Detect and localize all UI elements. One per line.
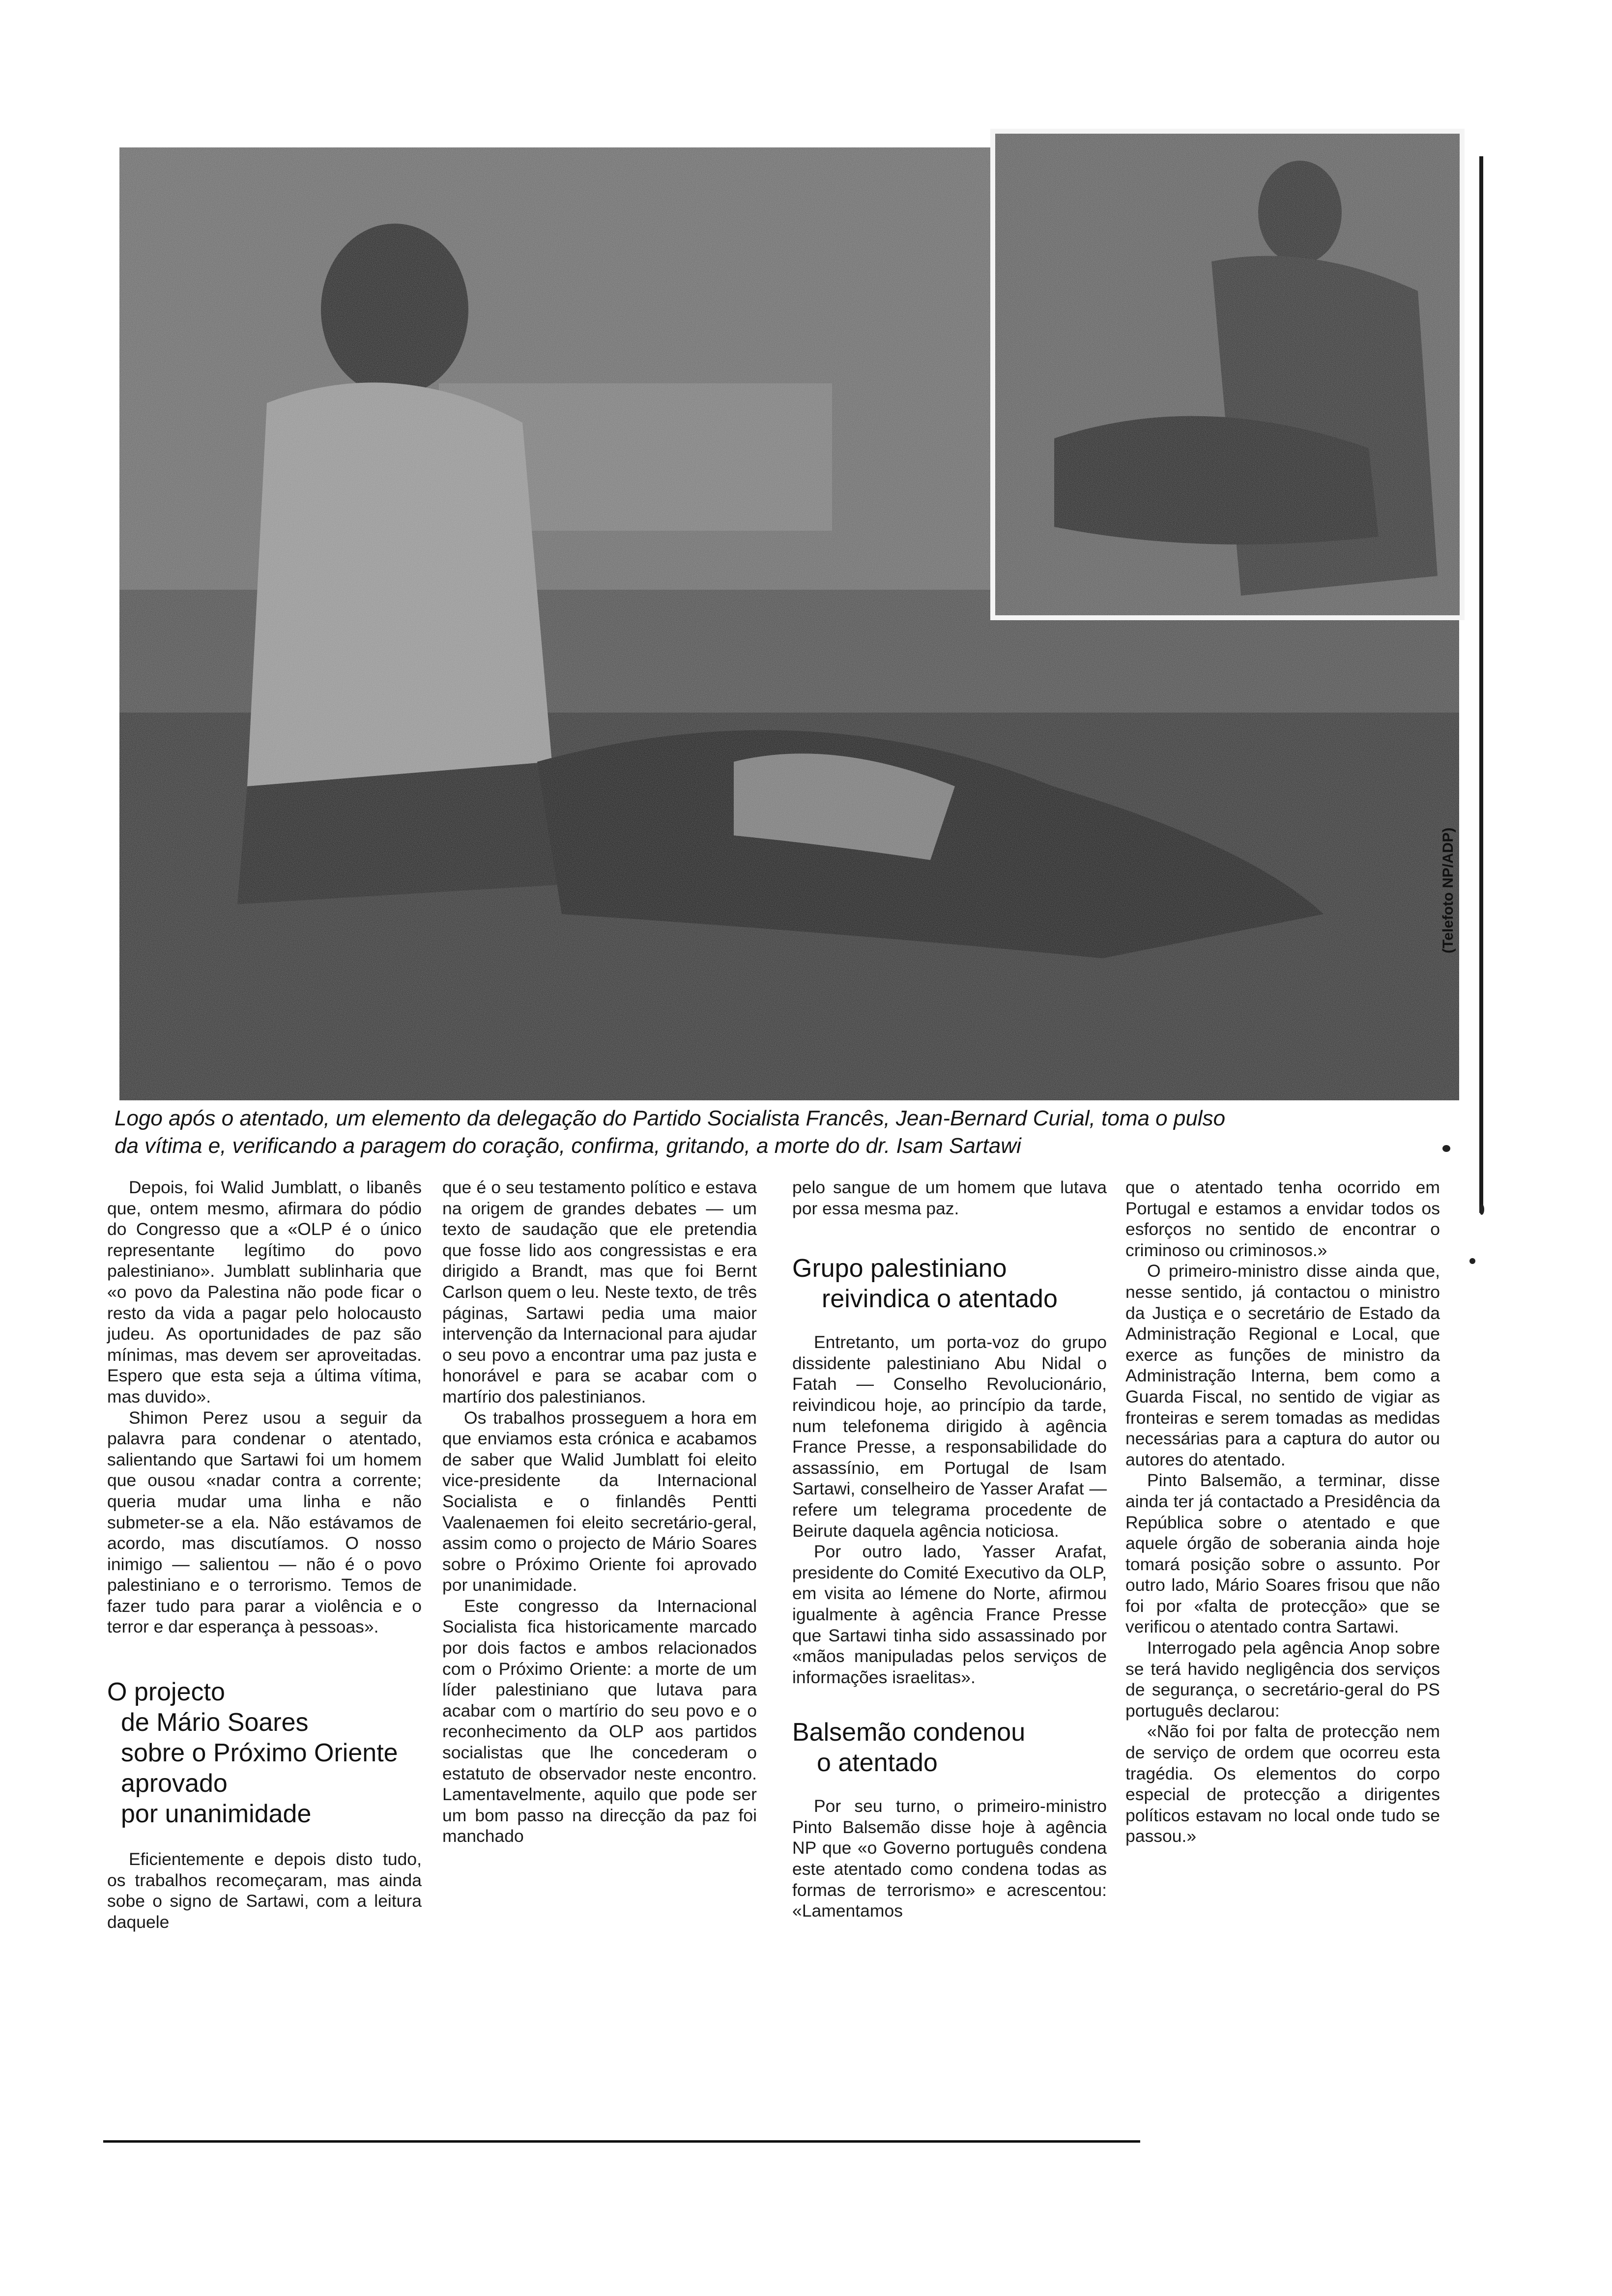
column-2 [442,1177,757,1847]
paragraph: Por seu turno, o primeiro-ministro Pinto Balsemão disse hoje à agência NP que «o Governo português condena este atentado como condena todas as formas de terrorismo» e acrescentou: «Lamentamos [792,1796,1107,1921]
paragraph: Shimon Perez usou a seguir da palavra para condenar o atentado, salientando que Sartawi foi um homem que ousou «nadar contra a corrente; queria mudar uma linha e não submeter-se a ela. Não estávamos de acordo, mas discutíamos. O nosso inimigo — salientou — não é o povo palestiniano e o terrorismo. Temos de fazer tudo para parar a violência e o terror e dar esperança à pessoas». [107,1407,422,1637]
paragraph: O primeiro-ministro disse ainda que, nesse sentido, já contactou o ministro da Justiça e o secretário de Estado da Administração Regional e Local, que exerce as funções de ministro da Administração Interna, bem como a Guarda Fiscal, no sentido de vigiar as fronteiras e serem tomadas as medidas necessárias para a captura do autor ou autores do atentado. [1125,1261,1440,1469]
subheading: Balsemão condenou o atentado [792,1718,1026,1778]
column-4 [1125,1177,1440,1847]
vertical-rule [1479,156,1483,1213]
paragraph: Este congresso da Internacional Socialista fica historicamente marcado por dois factos e ambos relacionados com o Próximo Oriente: a morte de um líder palestiniano que lutava para acabar com o martírio do seu povo e o reconhecimento da OLP aos partidos socialistas que lhe concederam o estatuto de observador neste encontro. Lamentavelmente, aquilo que pode ser um bom passo na direcção da paz foi manchado [442,1596,757,1846]
bottom-rule [103,2140,1140,2143]
paragraph: Entretanto, um porta-voz do grupo dissidente palestiniano Abu Nidal o Fatah — Conselho Revolucionário, reivindicou hoje, ao princípio da tarde, num telefonema dirigido à agência France Presse, a responsabilidade do assassínio, em Portugal de Isam Sartawi, conselheiro de Yasser Arafat — refere um telegrama procedente de Beirute daquela agência noticiosa. [792,1332,1107,1541]
paragraph: Os trabalhos prosseguem a hora em que enviamos esta crónica e acabamos de saber que Walid Jumblatt foi eleito vice-presidente da Internacional Socialista e o finlandês Pentti Vaalenaemen foi eleito secretário-geral, assim como o projecto de Mário Soares sobre o Próximo Oriente foi aprovado por unanimidade. [442,1407,757,1595]
subheading: Grupo palestiniano reivindica o atentado [792,1254,1058,1314]
speck [1442,1145,1450,1152]
paragraph: Interrogado pela agência Anop sobre se terá havido negligência dos serviços de segurança, o secretário-geral do PS português declarou: [1125,1638,1440,1721]
subheading: O projecto de Mário Soares sobre o Próximo Oriente aprovado por unanimidade [107,1678,398,1829]
column-1 [107,1177,422,1932]
column-3 [792,1177,1107,1922]
paragraph: Por outro lado, Yasser Arafat, presidente do Comité Executivo da OLP, em visita ao Iémene do Norte, afirmou igualmente à agência France Presse que Sartawi tinha sido assassinado por «mãos manipuladas pelos serviços de informações israelitas». [792,1542,1107,1687]
paragraph: pelo sangue de um homem que lutava por essa mesma paz. [792,1177,1107,1218]
photo-caption [115,1105,1441,1160]
paragraph: «Não foi por falta de protecção nem de serviço de ordem que ocorreu esta tragédia. Os elementos do corpo especial de protecção a dirigentes políticos estavam no local onde tudo se passou.» [1125,1722,1440,1846]
caption-line-2: da vítima e, verificando a paragem do coração, confirma, gritando, a morte do dr. Isam Sartawi [115,1134,1021,1158]
photo-credit: (Telefoto NP/ADP) [1440,827,1456,953]
speck [1469,1258,1475,1264]
caption-line-1: Logo após o atentado, um elemento da delegação do Partido Socialista Francês, Jean-Bernard Curial, toma o pulso [115,1106,1226,1130]
paragraph: que é o seu testamento político e estava na origem de grandes debates — um texto de saudação que ele pretendia que fosse lido aos congressistas e era dirigido a Brandt, mas que foi Bernt Carlson quem o leu. Neste texto, de três páginas, Sartawi pedia uma maior intervenção da Internacional para ajudar o seu povo a encontrar uma paz justa e honorável e para se acabar com o martírio dos palestinianos. [442,1177,757,1406]
inset-scene [995,134,1460,615]
paragraph: Eficientemente e depois disto tudo, os trabalhos recomeçaram, mas ainda sobe o signo de Sartawi, com a leitura daquele [107,1849,422,1932]
paragraph: Pinto Balsemão, a terminar, disse ainda ter já contactado a Presidência da República sobre o atentado e que aquele órgão de soberania ainda hoje tomará posição sobre o assunto. Por outro lado, Mário Soares frisou que não foi por «falta de protecção» que se verificou o atentado contra Sartawi. [1125,1470,1440,1637]
speck [1479,1204,1484,1215]
paragraph: que o atentado tenha ocorrido em Portugal e estamos a envidar todos os esforços no sentido de encontrar o criminoso ou criminosos.» [1125,1177,1440,1260]
inset-photo [990,129,1465,620]
paragraph: Depois, foi Walid Jumblatt, o libanês que, ontem mesmo, afirmara do pódio do Congresso que a «OLP é o único representante legítimo do povo palestiniano». Jumblatt sublinharia que «o povo da Palestina não pode ficar o resto da vida a pagar pelo holocausto judeu. As oportunidades de paz são mínimas, mas devem ser aproveitadas. Espero que esta seja a última vítima, mas duvido». [107,1177,422,1406]
